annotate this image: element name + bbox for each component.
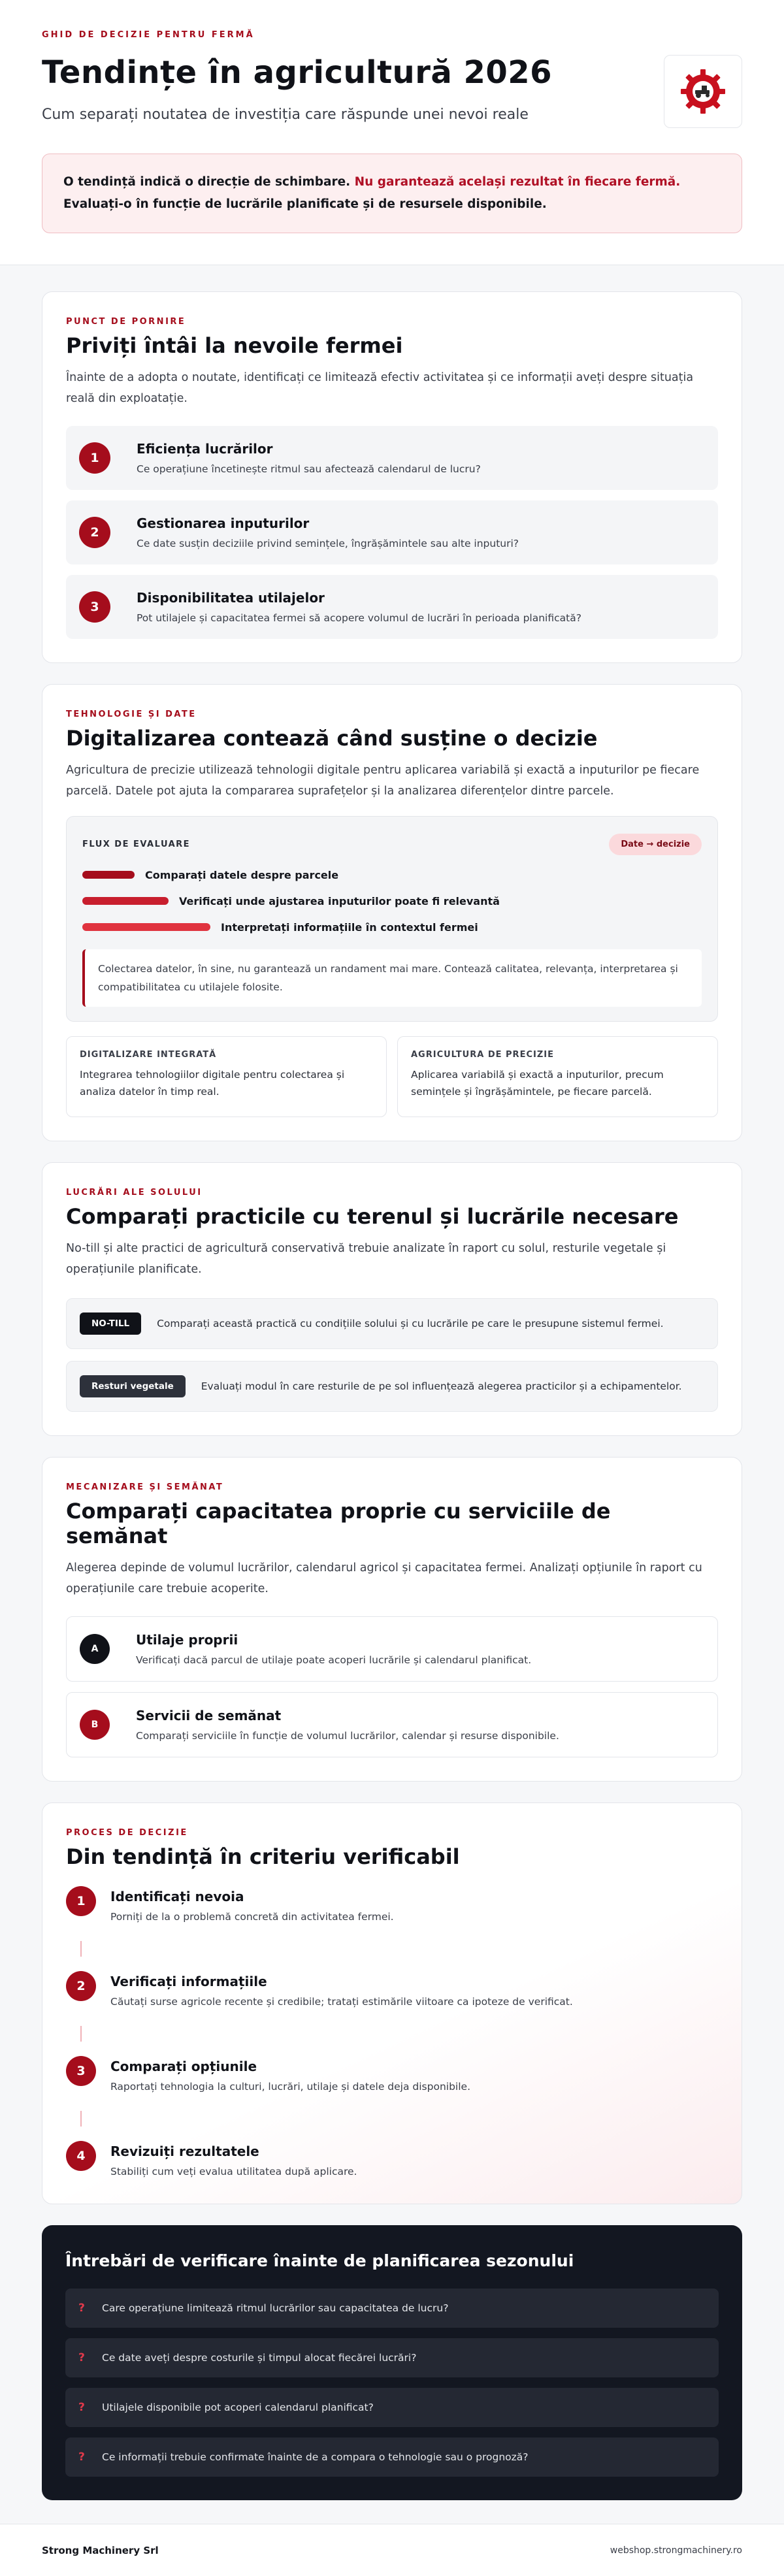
step-title: Comparați opțiunile [110, 2059, 257, 2074]
section-description: No-till și alte practici de agricultură conservativă trebuie analizate în raport cu solul, resturile vegetale și operațiunile planificate. [66, 1242, 666, 1276]
footer-brand: Strong Machinery Srl [42, 2544, 159, 2556]
question-item [65, 2289, 719, 2328]
soil-practice-text: Comparați această practică cu condițiile solului și cu lucrările pe care le presupune sistemul fermei. [157, 1318, 664, 1329]
process-step [66, 2141, 718, 2180]
section-description: Înainte de a adopta o noutate, identificați ce limitează efectiv activitatea și ce informații aveți despre situația reală din exploatație. [66, 371, 694, 405]
option-description: Comparați serviciile în funcție de volumul lucrărilor, calendar și resurse disponibile. [136, 1730, 559, 1742]
step-description: Porniți de la o problemă concretă din activitatea fermei. [110, 1911, 394, 1923]
step-connector [80, 1941, 82, 1957]
main-content [0, 265, 784, 2500]
section-kicker: TEHNOLOGIE ȘI DATE [66, 709, 197, 719]
step-number-badge: 2 [66, 1971, 96, 2001]
tech-columns [66, 1036, 718, 1117]
mini-card-description: Aplicarea variabilă și exactă a inputurilor, precum semințele și îngrășămintele, pe fiecare parcelă. [411, 1069, 664, 1098]
need-item-machinery [66, 575, 718, 639]
question-mark-icon: ? [78, 2351, 85, 2364]
option-description: Verificați dacă parcul de utilaje poate acoperi lucrările și calendarul planificat. [136, 1654, 532, 1666]
need-title: Eficiența lucrărilor [137, 441, 273, 457]
number-badge: 2 [79, 517, 110, 548]
soil-section [42, 1162, 742, 1436]
section-kicker: PROCES DE DECIZIE [66, 1828, 188, 1838]
page-header [0, 0, 784, 265]
flow-step [82, 896, 702, 906]
flow-step-text: Verificați unde ajustarea inputurilor poate fi relevantă [179, 894, 500, 907]
section-description: Agricultura de precizie utilizează tehnologii digitale pentru aplicarea variabilă și exactă a inputurilor pe fiecare parcelă. Datele pot ajuta la compararea suprafețelor și la analizarea diferențelor dintre parcele. [66, 764, 700, 798]
need-description: Ce operațiune încetinește ritmul sau afectează calendarul de lucru? [137, 463, 481, 475]
step-description: Căutați surse agricole recente și credibile; tratați estimările viitoare ca ipoteze de verificat. [110, 1996, 573, 2008]
decision-process-section [42, 1802, 742, 2204]
need-item-efficiency [66, 426, 718, 490]
notice-banner [42, 154, 742, 233]
number-badge: 3 [79, 591, 110, 623]
tech-section [42, 684, 742, 1141]
option-own-machinery [66, 1616, 718, 1682]
question-text: Ce informații trebuie confirmate înainte de a compara o tehnologie sau o prognoză? [102, 2451, 529, 2463]
evaluation-flow-panel [66, 816, 718, 1022]
soil-list [66, 1298, 718, 1412]
question-mark-icon: ? [78, 2302, 85, 2315]
section-kicker: MECANIZARE ȘI SEMĂNAT [66, 1482, 224, 1492]
question-item [65, 2338, 719, 2377]
section-kicker: LUCRĂRI ALE SOLULUI [66, 1188, 203, 1198]
step-description: Stabiliți cum veți evalua utilitatea după aplicare. [110, 2166, 357, 2177]
section-title: Întrebări de verificare înainte de planificarea sezonului [65, 2251, 574, 2270]
flow-steps [82, 870, 702, 932]
flow-note: Colectarea datelor, în sine, nu garantează un randament mai mare. Contează calitatea, relevanța, interpretarea și compatibilitatea cu utilajele folosite. [82, 949, 702, 1007]
flow-label: FLUX DE EVALUARE [82, 840, 191, 849]
section-title: Comparați practicile cu terenul și lucrările necesare [66, 1204, 679, 1229]
option-letter-badge: A [80, 1634, 110, 1664]
need-title: Gestionarea inputurilor [137, 515, 310, 531]
soil-practice-row [66, 1298, 718, 1349]
step-title: Identificați nevoia [110, 1889, 244, 1904]
step-title: Verificați informațiile [110, 1974, 267, 1989]
option-title: Servicii de semănat [136, 1708, 282, 1723]
no-till-tag: NO-TILL [80, 1312, 141, 1335]
notice-text-lead: O tendință indică o direcție de schimbare. [63, 175, 355, 189]
option-sowing-services [66, 1692, 718, 1757]
number-badge: 1 [79, 442, 110, 474]
section-title: Comparați capacitatea proprie cu serviciile de semănat [66, 1499, 611, 1548]
step-number-badge: 1 [66, 1886, 96, 1916]
page-footer [0, 2524, 784, 2576]
flow-bar [82, 871, 135, 879]
question-text: Utilajele disponibile pot acoperi calendarul planificat? [102, 2402, 374, 2413]
soil-practice-text: Evaluați modul în care resturile de pe sol influențează alegerea practicilor și a echipamentelor. [201, 1380, 682, 1392]
flow-step [82, 870, 702, 880]
need-description: Pot utilajele și capacitatea fermei să acopere volumul de lucrări în perioada planificată? [137, 612, 581, 624]
flow-bar [82, 923, 210, 931]
footer-webshop-link[interactable]: webshop.strongmachinery.ro [610, 2545, 742, 2556]
section-title: Din tendință în criteriu verificabil [66, 1844, 460, 1869]
question-text: Ce date aveți despre costurile și timpul alocat fiecărei lucrări? [102, 2352, 417, 2364]
notice-text-warning: Nu garantează același rezultat în fiecare fermă. [354, 175, 681, 189]
need-item-inputs [66, 500, 718, 564]
option-title: Utilaje proprii [136, 1632, 238, 1648]
process-step [66, 1886, 718, 1958]
section-title: Digitalizarea contează când susține o decizie [66, 726, 598, 751]
header-kicker: GHID DE DECIZIE PENTRU FERMĂ [42, 30, 255, 40]
brand-logo[interactable] [664, 55, 742, 128]
mini-card-title: DIGITALIZARE INTEGRATĂ [80, 1050, 217, 1060]
sowing-section [42, 1457, 742, 1782]
integrated-digitalization-card [66, 1036, 387, 1117]
flow-step [82, 922, 702, 932]
gear-tractor-logo-icon [677, 65, 729, 118]
step-description: Raportați tehnologia la culturi, lucrări, utilaje și datele deja disponibile. [110, 2081, 470, 2093]
question-text: Care operațiune limitează ritmul lucrărilor sau capacitatea de lucru? [102, 2302, 449, 2314]
flow-step-text: Interpretați informațiile în contextul fermei [221, 921, 478, 934]
data-decision-badge: Date → decizie [609, 834, 702, 855]
question-item [65, 2437, 719, 2477]
flow-step-text: Comparați datele despre parcele [145, 868, 339, 881]
step-number-badge: 4 [66, 2141, 96, 2171]
step-connector [80, 2111, 82, 2127]
precision-agriculture-card [397, 1036, 718, 1117]
page-subtitle: Cum separați noutatea de investiția care răspunde unei nevoi reale [42, 106, 529, 123]
step-number-badge: 3 [66, 2056, 96, 2086]
mini-card-description: Integrarea tehnologiilor digitale pentru colectarea și analiza datelor în timp real. [80, 1069, 345, 1098]
crop-residue-tag: Resturi vegetale [80, 1375, 186, 1397]
section-description: Alegerea depinde de volumul lucrărilor, calendarul agricol și capacitatea fermei. Analizați opțiunile în raport cu operațiunile care trebuie acoperite. [66, 1561, 702, 1595]
question-item [65, 2388, 719, 2427]
section-kicker: PUNCT DE PORNIRE [66, 317, 186, 327]
questions-list [65, 2289, 719, 2477]
mini-card-title: AGRICULTURA DE PRECIZIE [411, 1050, 554, 1060]
sowing-options [66, 1616, 718, 1757]
process-steps [66, 1886, 718, 2180]
question-mark-icon: ? [78, 2451, 85, 2464]
page-title: Tendințe în agricultură 2026 [42, 54, 553, 91]
verification-questions-section [42, 2225, 742, 2500]
process-step [66, 2056, 718, 2128]
needs-section [42, 291, 742, 663]
need-title: Disponibilitatea utilajelor [137, 590, 325, 606]
need-description: Ce date susțin deciziile privind semințele, îngrășămintele sau alte inputuri? [137, 538, 519, 549]
notice-text-tail: Evaluați-o în funcție de lucrările planificate și de resursele disponibile. [63, 197, 547, 211]
question-mark-icon: ? [78, 2401, 85, 2414]
option-letter-badge: B [80, 1710, 110, 1740]
step-title: Revizuiți rezultatele [110, 2144, 259, 2159]
flow-bar [82, 897, 169, 905]
needs-list [66, 426, 718, 639]
process-step [66, 1971, 718, 2043]
soil-practice-row [66, 1361, 718, 1412]
section-title: Priviți întâi la nevoile fermei [66, 333, 403, 358]
step-connector [80, 2026, 82, 2042]
